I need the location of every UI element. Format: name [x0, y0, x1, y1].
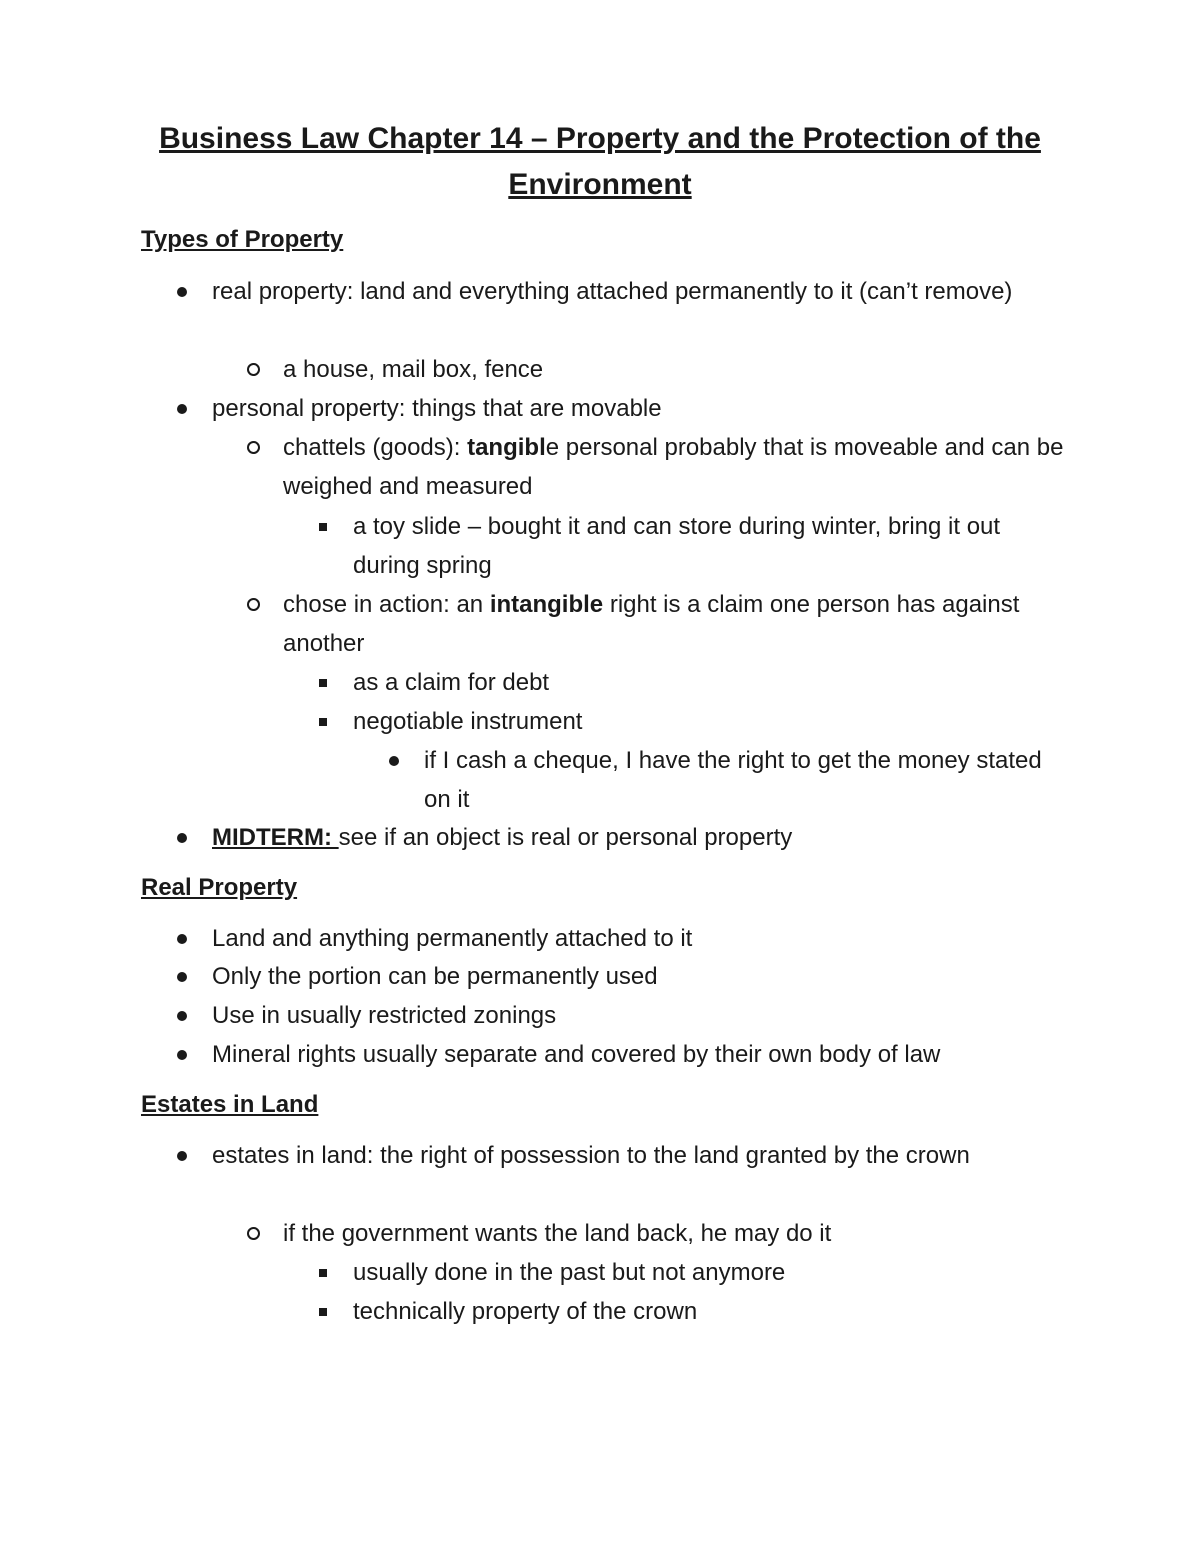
- bullet-circle-icon: [243, 350, 263, 389]
- bullet-square-icon: [313, 702, 333, 741]
- document-title: Business Law Chapter 14 – Property and the Protection of the Environment: [159, 122, 1041, 201]
- bullet-circle-icon: [243, 428, 263, 467]
- list-item: MIDTERM: see if an object is real or personal property: [212, 818, 1072, 857]
- bullet-circle-icon: [243, 1214, 263, 1253]
- list-item: technically property of the crown: [353, 1292, 1073, 1331]
- bullet-square-icon: [313, 1253, 333, 1292]
- list-item: chose in action: an intangible right is a claim one person has against another: [283, 585, 1073, 663]
- list-item: if the government wants the land back, he may do it: [283, 1214, 1073, 1253]
- bullet-dot-icon: [172, 1136, 192, 1175]
- bullet-dot-icon: [172, 919, 192, 958]
- list-item: negotiable instrument: [353, 702, 1073, 741]
- list-item: real property: land and everything attached permanently to it (can’t remove): [212, 272, 1072, 311]
- list-item: chattels (goods): tangible personal probably that is moveable and can be weighed and measured: [283, 428, 1073, 506]
- section-heading-types-of-property: Types of Property: [141, 226, 344, 253]
- section-heading-real-property: Real Property: [141, 874, 298, 901]
- bullet-dot-icon: [172, 1035, 192, 1074]
- bullet-circle-icon: [243, 585, 263, 624]
- list-item: Use in usually restricted zonings: [212, 996, 1072, 1035]
- list-item: a toy slide – bought it and can store during winter, bring it out during spring: [353, 507, 1073, 585]
- list-item: usually done in the past but not anymore: [353, 1253, 1073, 1292]
- list-item: Only the portion can be permanently used: [212, 957, 1072, 996]
- section-heading-estates-in-land: Estates in Land: [141, 1091, 319, 1118]
- list-item: a house, mail box, fence: [283, 350, 1073, 389]
- bullet-dot-icon: [172, 996, 192, 1035]
- bullet-dot-icon: [172, 389, 192, 428]
- list-item: Mineral rights usually separate and covered by their own body of law: [212, 1035, 1072, 1074]
- list-item: Land and anything permanently attached to it: [212, 919, 1072, 958]
- list-item: estates in land: the right of possession to the land granted by the crown: [212, 1136, 1072, 1175]
- list-item: personal property: things that are movable: [212, 389, 1072, 428]
- bullet-dot-icon: [172, 957, 192, 996]
- list-item: if I cash a cheque, I have the right to get the money stated on it: [424, 741, 1074, 819]
- list-item: as a claim for debt: [353, 663, 1073, 702]
- bullet-square-icon: [313, 663, 333, 702]
- bullet-square-icon: [313, 507, 333, 546]
- bullet-dot-icon: [384, 741, 404, 780]
- bullet-dot-icon: [172, 818, 192, 857]
- bullet-dot-icon: [172, 272, 192, 311]
- bullet-square-icon: [313, 1292, 333, 1331]
